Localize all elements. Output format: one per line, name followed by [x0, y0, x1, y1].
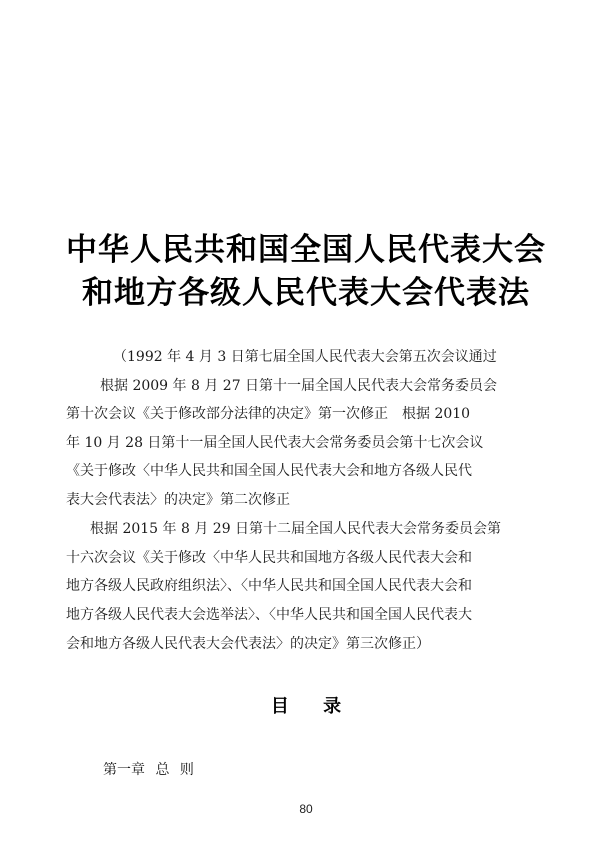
note-line: 年 10 月 28 日第十一届全国人民代表大会常务委员会第十七次会议 [66, 435, 484, 451]
note-line: 第十次会议《关于修改部分法律的决定》第一次修正 根据 2010 [66, 406, 471, 422]
note-line: 表大会代表法〉的决定》第二次修正 [66, 492, 290, 508]
note-line: 地方各级人民政府组织法〉、〈中华人民共和国全国人民代表大会和 [66, 578, 472, 594]
law-title-line-2: 和地方各级人民代表大会代表法 [82, 275, 530, 311]
note-line: 《关于修改〈中华人民共和国全国人民代表大会和地方各级人民代 [66, 463, 472, 479]
note-line: 地方各级人民代表大会选举法〉、〈中华人民共和国全国人民代表大 [66, 607, 472, 623]
toc-chapter-1: 第一章 总 则 [103, 762, 194, 778]
note-line: （1992 年 4 月 3 日第七届全国人民代表大会第五次会议通过 [113, 349, 497, 365]
page-number: 80 [299, 802, 313, 816]
note-line: 会和地方各级人民代表大会代表法〉的决定》第三次修正） [66, 636, 430, 652]
note-line: 根据 2009 年 8 月 27 日第十一届全国人民代表大会常务委员会 [100, 378, 498, 394]
law-title-line-1: 中华人民共和国全国人民代表大会 [66, 232, 546, 268]
table-of-contents-heading: 目 录 [270, 696, 342, 717]
note-line: 十六次会议《关于修改〈中华人民共和国地方各级人民代表大会和 [66, 550, 472, 566]
note-line: 根据 2015 年 8 月 29 日第十二届全国人民代表大会常务委员会第 [90, 521, 502, 537]
